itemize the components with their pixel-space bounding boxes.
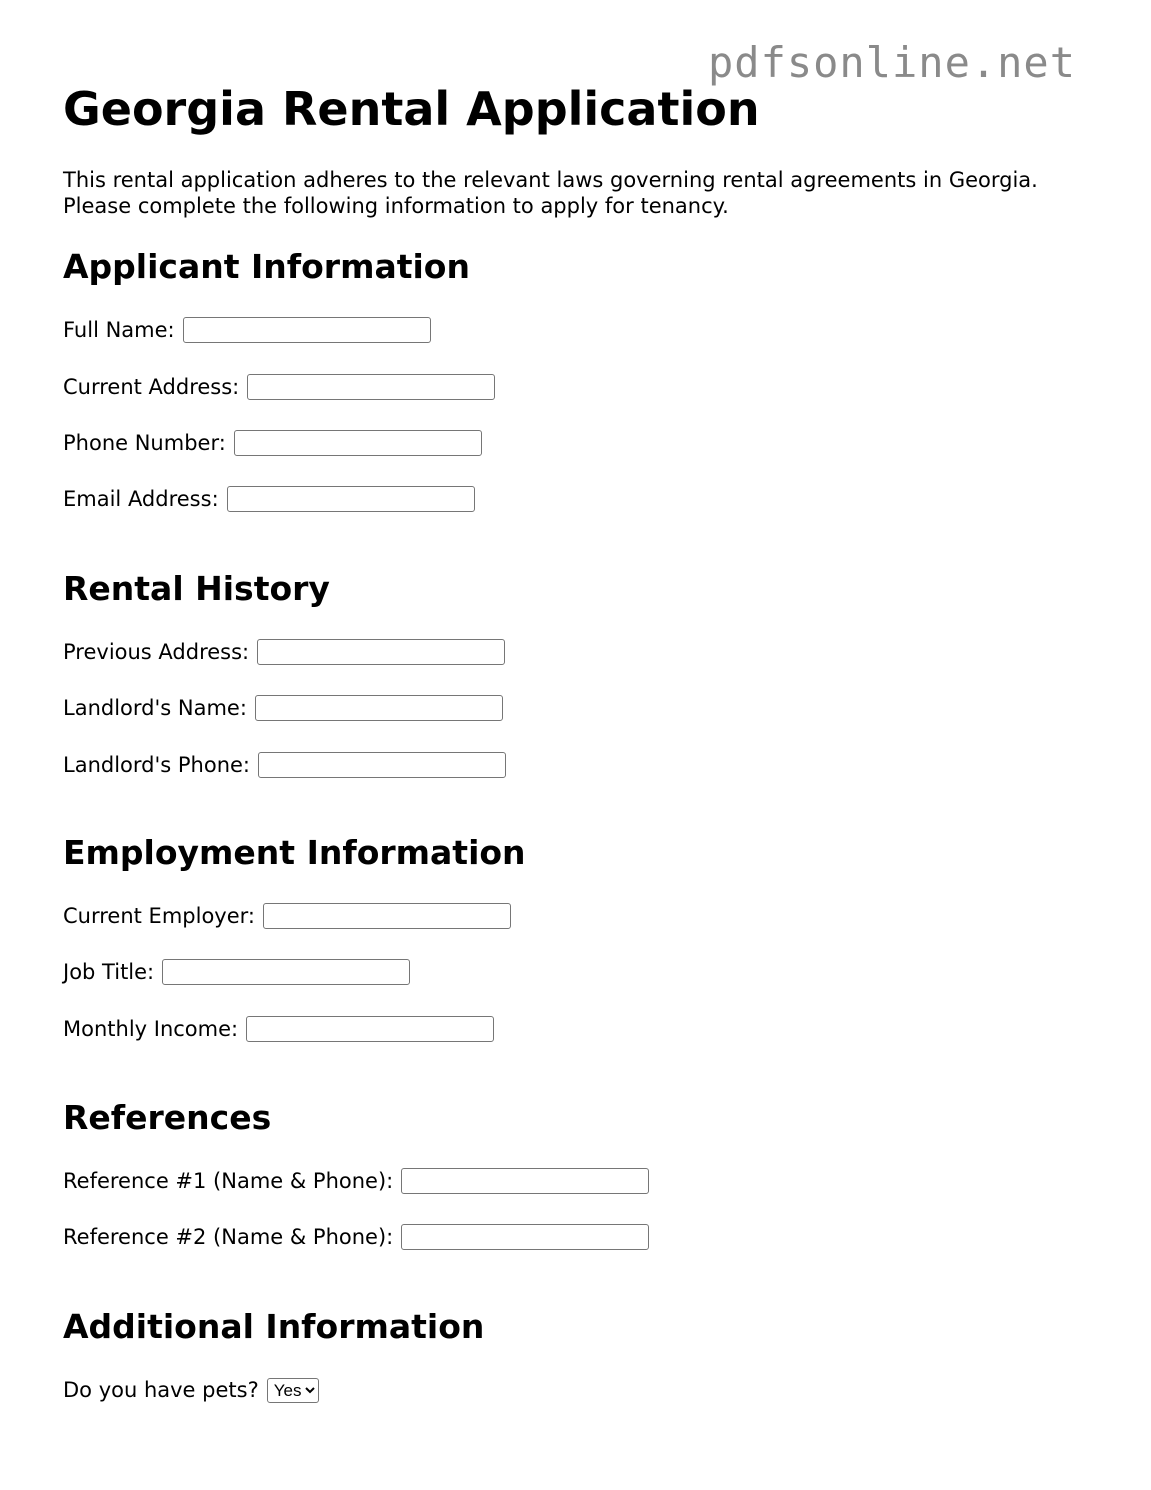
monthly-income-input[interactable] (246, 1016, 494, 1042)
current-address-input[interactable] (247, 374, 495, 400)
phone-number-input[interactable] (234, 430, 482, 456)
pets-label: Do you have pets? (63, 1378, 259, 1402)
email-address-row (63, 484, 475, 514)
pets-row (63, 1375, 319, 1405)
landlord-phone-row (63, 750, 506, 780)
current-employer-input[interactable] (263, 903, 511, 929)
job-title-input[interactable] (162, 959, 410, 985)
section-heading-applicant: Applicant Information (63, 247, 470, 286)
landlord-phone-label: Landlord's Phone: (63, 753, 251, 777)
reference-2-input[interactable] (401, 1224, 649, 1250)
reference-1-label: Reference #1 (Name & Phone): (63, 1169, 394, 1193)
landlord-phone-input[interactable] (258, 752, 506, 778)
full-name-label: Full Name: (63, 318, 175, 342)
intro-text: This rental application adheres to the relevant laws governing rental agreements in Georgia. Please complete the following information to apply for tenancy. (63, 168, 1038, 218)
section-heading-references: References (63, 1098, 272, 1137)
current-employer-row (63, 901, 511, 931)
previous-address-label: Previous Address: (63, 640, 250, 664)
monthly-income-label: Monthly Income: (63, 1017, 239, 1041)
current-address-label: Current Address: (63, 375, 240, 399)
email-address-input[interactable] (227, 486, 475, 512)
current-employer-label: Current Employer: (63, 904, 255, 928)
reference-2-row (63, 1222, 649, 1252)
pets-select[interactable] (267, 1378, 319, 1403)
page-title: Georgia Rental Application (63, 82, 760, 136)
reference-1-input[interactable] (401, 1168, 649, 1194)
previous-address-input[interactable] (257, 639, 505, 665)
landlord-name-label: Landlord's Name: (63, 696, 247, 720)
watermark: pdfsonline.net (708, 38, 1077, 87)
landlord-name-row (63, 693, 503, 723)
section-heading-employment: Employment Information (63, 833, 526, 872)
section-heading-rental-history: Rental History (63, 569, 330, 608)
phone-number-label: Phone Number: (63, 431, 226, 455)
job-title-row (63, 957, 410, 987)
current-address-row (63, 372, 495, 402)
section-heading-additional: Additional Information (63, 1307, 485, 1346)
full-name-input[interactable] (183, 317, 431, 343)
monthly-income-row (63, 1014, 494, 1044)
reference-2-label: Reference #2 (Name & Phone): (63, 1225, 394, 1249)
reference-1-row (63, 1166, 649, 1196)
full-name-row (63, 315, 431, 345)
phone-number-row (63, 428, 482, 458)
job-title-label: Job Title: (63, 960, 155, 984)
landlord-name-input[interactable] (255, 695, 503, 721)
email-address-label: Email Address: (63, 487, 219, 511)
previous-address-row (63, 637, 505, 667)
